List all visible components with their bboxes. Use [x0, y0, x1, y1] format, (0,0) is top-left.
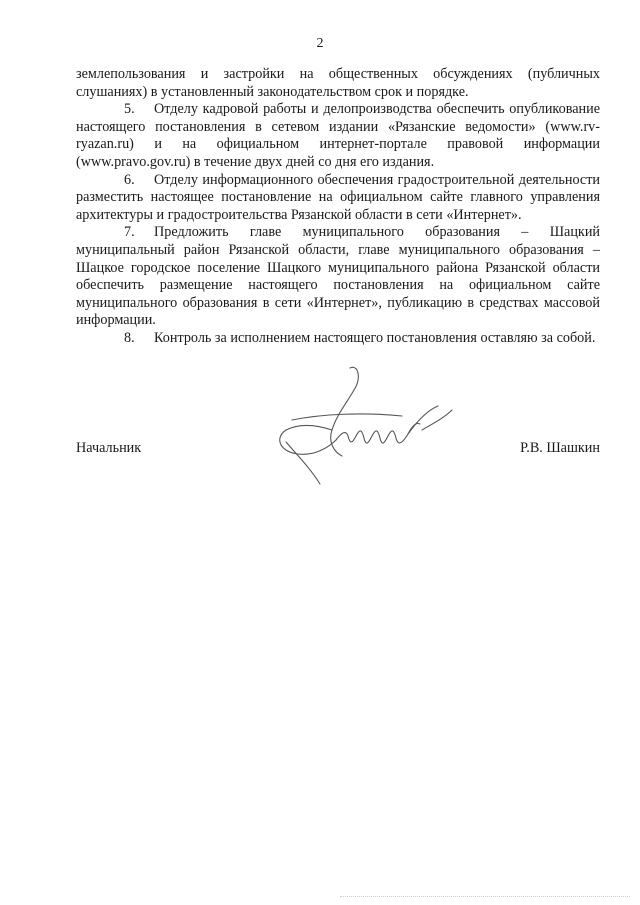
item-6	[76, 172, 600, 225]
item-text: Контроль за исполнением настоящего постановления оставляю за собой.	[154, 329, 596, 346]
item-8	[76, 330, 600, 348]
handwritten-signature	[262, 360, 492, 490]
page-number: 2	[316, 36, 324, 51]
signer-name: Р.В. Шашкин	[520, 440, 600, 456]
item-number: 6.	[124, 171, 135, 188]
document-body	[76, 66, 600, 348]
item-number: 8.	[124, 329, 135, 346]
signer-position: Начальник	[76, 440, 142, 456]
signature-block	[76, 436, 600, 460]
item-number: 7.	[124, 224, 135, 241]
item-7	[76, 224, 600, 330]
scan-edge-mark	[340, 896, 630, 898]
continuation-paragraph: землепользования и застройки на общественных обсуждениях (публичных слушаниях) в установленный законодательством срок и порядке.	[76, 66, 600, 100]
item-number: 5.	[124, 101, 135, 118]
item-text: Предложить главе муниципального образования – Шацкий муниципальный район Рязанской области, главе муниципального образования – Шацкое городское поселение Шацкого муниципального района Рязанской области обеспечить размещение настоящего постановления на официальном сайте муниципального образования в сети «Интернет», публикацию в средствах массовой информации.	[76, 224, 600, 329]
item-5	[76, 101, 600, 171]
item-text: Отделу кадровой работы и делопроизводства обеспечить опубликование настоящего постановления в сетевом издании «Рязанские ведомости» (www.rv-ryazan.ru) и на официальном интернет-портале правовой информации (www.pravo.gov.ru) в течение двух дней со дня его издания.	[76, 101, 600, 170]
item-text: Отделу информационного обеспечения градостроительной деятельности разместить настоящее постановление на официальном сайте главного управления архитектуры и градостроительства Рязанской области в сети «Интернет».	[76, 171, 600, 223]
